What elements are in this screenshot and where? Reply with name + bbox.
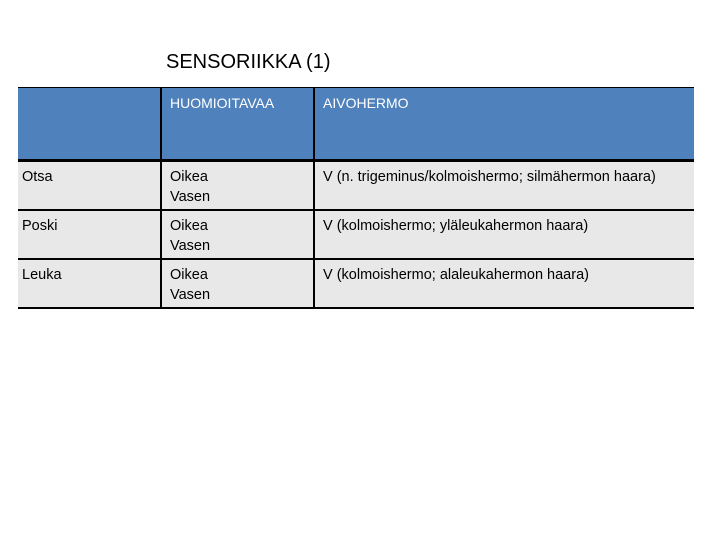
- side-label: Oikea: [170, 267, 208, 283]
- area-cell: Leuka: [18, 259, 161, 308]
- sides-cell: [161, 259, 314, 308]
- nerve-cell: V (kolmoishermo; yläleukahermon haara): [314, 210, 694, 259]
- header-cell-aivohermo: AIVOHERMO: [314, 88, 694, 161]
- side-label: Vasen: [170, 189, 211, 205]
- side-label: Vasen: [170, 287, 211, 303]
- nerve-cell: V (n. trigeminus/kolmoishermo; silmähermon haara): [314, 161, 694, 211]
- table-header-row: [18, 88, 694, 161]
- table-row: [18, 210, 694, 259]
- slide-title: SENSORIIKKA (1): [166, 51, 331, 73]
- header-cell-empty: [18, 88, 161, 161]
- area-cell: Otsa: [18, 161, 161, 211]
- area-cell: Poski: [18, 210, 161, 259]
- header-cell-huomioitavaa: HUOMIOITAVAA: [161, 88, 314, 161]
- table-row: [18, 259, 694, 308]
- sides-cell: [161, 210, 314, 259]
- table-row: [18, 161, 694, 211]
- side-label: Oikea: [170, 169, 208, 185]
- side-label: Vasen: [170, 238, 211, 254]
- sides-cell: [161, 161, 314, 211]
- side-label: Oikea: [170, 218, 208, 234]
- nerve-cell: V (kolmoishermo; alaleukahermon haara): [314, 259, 694, 308]
- sensory-table: [18, 87, 694, 309]
